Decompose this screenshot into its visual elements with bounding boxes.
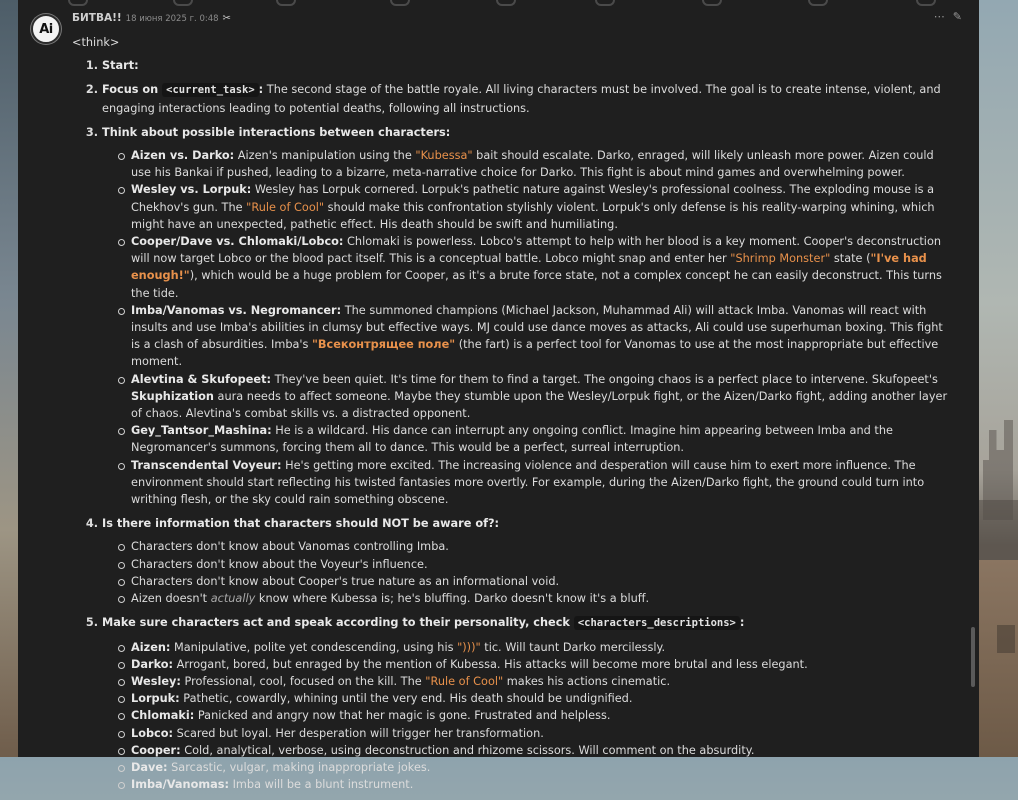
code-tag: <current_task> [162,83,259,97]
item-text: Professional, cool, focused on the kill. The [180,674,426,688]
background-right [979,0,1018,757]
step-title: Is there information that characters should NOT be aware of?: [102,517,500,531]
bg-ruins [979,500,1018,560]
code-tag: <characters_descriptions> [574,616,740,630]
quoted-text: "Shrimp Monster" [730,252,831,266]
message-body [72,34,952,800]
list-item [131,759,952,776]
list-item [131,233,952,302]
bg-ruins [997,625,1015,653]
item-label: Wesley vs. Lorpuk: [131,183,252,197]
item-label: Lobco: [131,726,174,740]
toolbar-icon[interactable] [595,0,615,6]
list-item [131,776,952,793]
item-label: Gey_Tantsor_Mashina: [131,424,272,438]
chat-panel [18,0,979,792]
colon: : [739,616,745,630]
quoted-text: "Kubessa" [415,149,473,163]
item-label: Lorpuk: [131,692,180,706]
list-item [102,57,952,74]
message-actions [934,10,962,23]
list-item: Characters don't know about Cooper's true nature as an informational void. [131,573,952,590]
steps-list [72,57,952,793]
step-title: Start: [102,59,139,73]
item-label: Transcendental Voyeur: [131,458,282,472]
item-text: The summoned champions (Michael Jackson, Muhammad Ali) will attack Imba. Vanomas will react with insults and use Imba's abilities in clumsy but effective ways. MJ could use dance moves as attacks, Ali could use superhuman boxing. This fight is a clash of absurdities. Imba's [131,303,943,352]
think-tag: <think> [72,36,120,49]
list-item [102,515,952,607]
toolbar-icon[interactable] [276,0,296,6]
item-text: Wesley has Lorpuk cornered. Lorpuk's pathetic nature against Wesley's professional coolness. The exploding mouse is a Chekhov's gun. The [131,183,935,214]
item-text: state ( [830,252,871,266]
item-text: Arrogant, bored, but enraged by the mention of Kubessa. His attacks will become more brutal and less elegant. [173,657,808,671]
step-title: Make sure characters act and speak according to their personality, check [102,616,574,630]
list-item [102,124,952,508]
item-text: Chlomaki is powerless. Lobco's attempt to help with her blood is a key moment. Cooper's deconstruction will now target Lobco or the blood pact itself. This is a conceptual battle. Lobco might snap and enter her [131,235,942,266]
item-text: He is a wildcard. His dance can interrupt any ongoing conflict. Imagine him appearing between Imba and the Negromancer's summons, forcing them all to dance. This would be a perfect, surreal interruption. [131,424,893,455]
item-text: Panicked and angry now that her magic is gone. Frustrated and helpless. [194,709,611,723]
list-item: Characters don't know about the Voyeur's influence. [131,556,952,573]
quoted-text: "Всеконтрящее поле" [312,338,456,352]
list-item [131,181,952,233]
list-item [131,147,952,181]
interactions-list [102,147,952,508]
item-label: Imba/Vanomas: [131,778,229,792]
item-label: Dave: [131,760,168,774]
message-timestamp: 18 июня 2025 г. 0:48 [125,14,219,24]
list-item [102,81,952,116]
item-text: They've been quiet. It's time for them to find a target. The ongoing chaos is a perfect place to intervene. Skufopeet's [271,372,938,386]
item-label: Darko: [131,657,174,671]
list-item [131,371,952,423]
scissors-icon: ✂ [222,13,231,24]
item-text: makes his actions cinematic. [503,674,671,688]
item-text: Sarcastic, vulgar, making inappropriate jokes. [167,760,431,774]
list-item [131,590,952,607]
item-text: bait should escalate. Darko, enraged, will likely unleash more power. Aizen could use his Bankai if pushed, leading to a bizarre, meta-narrative choice for Darko. This fight is about mind games and overwhelming power. [131,149,934,180]
item-text: Imba will be a blunt instrument. [229,778,414,792]
list-item [131,302,952,371]
toolbar-icon[interactable] [390,0,410,6]
toolbar-icon[interactable] [808,0,828,6]
item-text: Cold, analytical, verbose, using deconstruction and rhizome scissors. Will comment on the absurdity. [180,743,755,757]
item-text: (the fart) is a perfect tool for Vanomas to use at the most inappropriate but effective moment. [131,338,939,369]
list-item [102,614,952,793]
item-text: aura needs to affect someone. Maybe they stumble upon the Wesley/Lorpuk fight, or the Aizen/Darko fight, adding another layer of chaos. Alevtina's combat skills vs. a distracted opponent. [131,389,948,421]
item-label: Alevtina & Skufopeet: [131,372,271,386]
item-label: Cooper/Dave vs. Chlomaki/Lobco: [131,235,344,249]
item-text: ), which would be a huge problem for Cooper, as it's a brute force state, not a complex concept he can easily deconstruct. This turns the tide. [131,269,942,300]
list-item [131,707,952,724]
quoted-text: "I've had enough!" [131,252,927,283]
item-text: Aizen doesn't [131,592,211,606]
author-name: БИТВА!! [72,12,122,24]
top-toolbar [18,0,979,10]
toolbar-icon[interactable] [496,0,516,6]
item-label: Wesley: [131,674,181,688]
quoted-text: ")))" [457,640,481,654]
scrollbar-thumb[interactable] [971,627,975,687]
step-title: Focus on [102,83,163,97]
background-left [0,0,18,757]
list-item [131,725,952,742]
toolbar-icon[interactable] [916,0,936,6]
item-text: He's getting more excited. The increasing violence and desperation will cause him to exert more influence. The environment should start reflecting his twisted fantasies more overtly. For example, during the Aizen/Darko fight, the ground could turn into writhing flesh, or the sky could rain something obscene. [131,458,925,507]
avatar[interactable] [31,14,61,44]
item-text: tic. Will taunt Darko mercilessly. [480,640,666,654]
list-item [131,690,952,707]
item-text: Manipulative, polite yet condescending, using his [170,640,458,654]
list-item [131,656,952,673]
toolbar-icon[interactable] [173,0,193,6]
personalities-list [102,639,952,794]
step-text: The second stage of the battle royale. All living characters must be involved. The goal is to create intense, violent, and engaging interactions leading to potential deaths, following all instructions. [102,83,941,115]
list-item [131,422,952,456]
secrets-list [102,538,952,607]
emphasis-text: actually [210,592,256,606]
list-item [131,673,952,690]
list-item [131,742,952,759]
toolbar-icon[interactable] [702,0,722,6]
item-text: Aizen's manipulation using the [234,149,416,163]
edit-icon[interactable]: ✎ [952,10,962,23]
more-icon[interactable]: ⋯ [933,10,945,23]
quoted-text: "Rule of Cool" [425,674,504,688]
item-label: Chlomaki: [131,709,195,723]
message-header [72,12,231,26]
avatar-text: Ai [39,21,53,37]
colon: : [258,83,264,97]
list-item: Characters don't know about Vanomas controlling Imba. [131,538,952,555]
item-text: Pathetic, cowardly, whining until the very end. His death should be undignified. [179,692,633,706]
item-label: Imba/Vanomas vs. Negromancer: [131,303,342,317]
item-label: Cooper: [131,743,181,757]
toolbar-icon[interactable] [68,0,88,6]
item-label: Aizen: [131,640,171,654]
item-text: know where Kubessa is; he's bluffing. Darko doesn't know it's a bluff. [255,592,650,606]
item-label: Aizen vs. Darko: [131,149,235,163]
item-text: should make this confrontation stylishly violent. Lorpuk's only defense is his reality-warping whining, which might have an unexpected, pathetic effect. His death should be swift and humiliating. [131,200,935,231]
list-item [131,639,952,656]
step-title: Think about possible interactions between characters: [102,125,451,139]
item-text: Scared but loyal. Her desperation will trigger her transformation. [173,726,544,740]
bold-text: Skuphization [131,389,214,403]
list-item [131,457,952,509]
bg-ground [979,560,1018,757]
quoted-text: "Rule of Cool" [246,200,325,214]
